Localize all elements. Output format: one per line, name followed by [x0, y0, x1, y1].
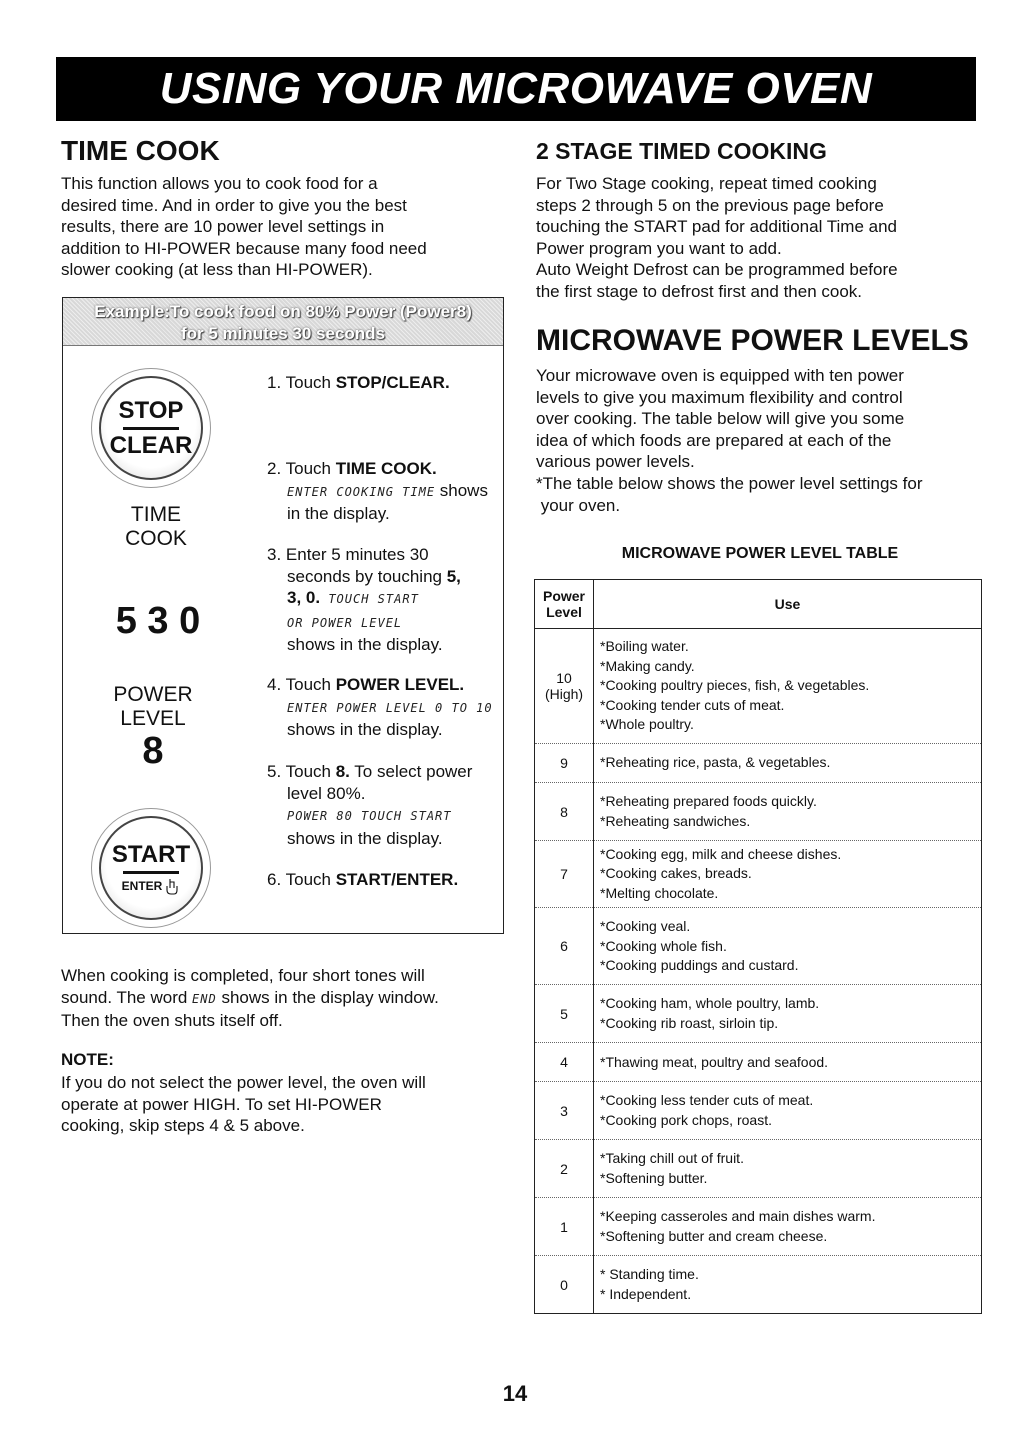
- level-value: 10: [556, 670, 572, 686]
- use-item: *Thawing meat, poultry and seafood.: [600, 1053, 829, 1070]
- power-level-key: [53, 683, 253, 731]
- example-title-line: for 5 minutes 30 seconds: [180, 324, 386, 343]
- step-key: STOP/CLEAR.: [335, 373, 450, 392]
- start-label: START: [111, 840, 191, 868]
- digit-8: 8: [142, 730, 164, 772]
- digits-530: 5 3 0: [115, 600, 201, 642]
- step-3: [267, 544, 497, 656]
- note-line: cooking, skip steps 4 & 5 above.: [61, 1116, 305, 1136]
- two-stage-line: the first stage to defrost first and then cook.: [536, 281, 863, 301]
- note-text: [61, 1072, 501, 1137]
- power-levels-line: Your microwave oven is equipped with ten power: [536, 366, 904, 385]
- use-cell: [594, 1043, 982, 1082]
- two-stage-line: touching the START pad for additional Time and: [536, 217, 898, 237]
- completion-line: Then the oven shuts itself off.: [61, 1011, 283, 1031]
- level-value: 8: [560, 803, 568, 820]
- example-title: [63, 298, 503, 346]
- power-level-cell: [535, 629, 594, 744]
- note-line: operate at power HIGH. To set HI-POWER: [61, 1094, 382, 1114]
- table-row: [535, 841, 982, 908]
- step-key: POWER LEVEL.: [335, 675, 465, 694]
- power-levels-line: your oven.: [536, 495, 621, 515]
- use-item: *Melting chocolate.: [600, 884, 719, 901]
- note-heading: NOTE:: [61, 1050, 114, 1069]
- step-5: [267, 761, 497, 849]
- power-level-cell: [535, 744, 594, 783]
- use-item: *Cooking whole fish.: [600, 937, 727, 954]
- use-item: *Reheating rice, pasta, & vegetables.: [600, 754, 831, 771]
- use-item: * Independent.: [600, 1285, 692, 1302]
- table-title: MICROWAVE POWER LEVEL TABLE: [621, 545, 899, 562]
- table-row: [535, 629, 982, 744]
- level-value: 4: [560, 1054, 568, 1071]
- table-row: [535, 744, 982, 783]
- step-text: shows: [435, 480, 488, 500]
- power-levels-line: levels to give you maximum flexibility and control: [536, 387, 903, 407]
- step-2: [267, 458, 497, 525]
- use-item: *Softening butter.: [600, 1169, 708, 1186]
- use-item: *Reheating sandwiches.: [600, 812, 751, 829]
- two-stage-heading: 2 STAGE TIMED COOKING: [536, 138, 827, 164]
- step-text: shows in the display.: [287, 635, 443, 654]
- use-item: *Boiling water.: [600, 638, 689, 655]
- use-cell: [594, 908, 982, 985]
- pad-divider: [123, 427, 179, 430]
- key-label-line: COOK: [125, 527, 187, 550]
- power-levels-line: various power levels.: [536, 452, 695, 472]
- time-cook-key: [56, 503, 256, 551]
- intro-line: results, there are 10 power level settings in: [61, 217, 385, 237]
- step-text: level 80%.: [287, 783, 366, 803]
- power-level-cell: [535, 1198, 594, 1256]
- header-line: Level: [546, 604, 582, 620]
- use-item: *Cooking poultry pieces, fish, & vegetables.: [600, 677, 870, 694]
- power-level-table: [534, 579, 982, 1314]
- page-number: 14: [502, 1381, 528, 1406]
- step-text: shows in the display.: [287, 828, 443, 848]
- table-row: [535, 1140, 982, 1198]
- table-row: [535, 1198, 982, 1256]
- step-number: 5.: [267, 762, 282, 781]
- step-text: in the display.: [287, 504, 390, 523]
- table-row: [535, 783, 982, 841]
- table-row: [535, 908, 982, 985]
- step-text: shows in the display.: [287, 720, 443, 739]
- table-row: [535, 1082, 982, 1140]
- header-line: Power: [542, 588, 585, 604]
- step-text: seconds by touching: [287, 566, 447, 586]
- display-readout: ENTER COOKING TIME: [287, 484, 436, 499]
- enter-row: [122, 877, 181, 895]
- use-item: *Cooking tender cuts of meat.: [600, 696, 785, 713]
- use-cell: [594, 783, 982, 841]
- start-enter-pad[interactable]: [99, 816, 203, 920]
- use-item: *Cooking cakes, breads.: [600, 865, 752, 882]
- display-readout: OR POWER LEVEL: [287, 615, 403, 630]
- step-key: START/ENTER.: [335, 870, 459, 889]
- power-levels-heading: MICROWAVE POWER LEVELS: [536, 324, 969, 357]
- step-text: Enter 5 minutes 30: [285, 545, 429, 564]
- step-1: [267, 372, 497, 394]
- step-text: Touch: [285, 870, 336, 889]
- level-value: 6: [560, 938, 568, 955]
- power-level-cell: [535, 1043, 594, 1082]
- power-levels-line: over cooking. The table below will give you some: [536, 409, 905, 429]
- step-number: 2.: [267, 459, 282, 478]
- use-item: *Keeping casseroles and main dishes warm.: [600, 1208, 876, 1225]
- table-row: [535, 985, 982, 1043]
- use-item: *Whole poultry.: [600, 716, 694, 733]
- display-readout: POWER 80 TOUCH START: [287, 809, 452, 823]
- power-level-cell: [535, 1082, 594, 1140]
- step-number: 6.: [267, 870, 282, 889]
- enter-label: ENTER: [121, 878, 163, 893]
- step-text: Touch: [285, 675, 336, 694]
- use-item: *Taking chill out of fruit.: [600, 1150, 744, 1167]
- use-item: *Cooking less tender cuts of meat.: [600, 1092, 814, 1109]
- step-key: 3, 0.: [287, 588, 321, 607]
- intro-line: slower cooking (at less than HI-POWER).: [61, 260, 373, 280]
- use-cell: [594, 841, 982, 908]
- step-text: Touch: [285, 373, 336, 392]
- power-level-cell: [535, 783, 594, 841]
- step-key: TIME COOK.: [335, 459, 437, 478]
- key-label-line: TIME: [130, 503, 182, 526]
- use-item: *Cooking veal.: [600, 918, 691, 935]
- step-6: [267, 869, 497, 891]
- level-value: 2: [560, 1160, 568, 1177]
- stop-clear-pad[interactable]: [99, 376, 203, 480]
- col-level-header: [535, 580, 594, 629]
- power-level-cell: [535, 985, 594, 1043]
- page-banner: USING YOUR MICROWAVE OVEN: [56, 57, 976, 121]
- use-item: *Cooking puddings and custard.: [600, 956, 799, 973]
- step-4: [267, 674, 497, 741]
- completion-line: sound. The word: [61, 987, 193, 1007]
- use-cell: [594, 744, 982, 783]
- table-row: [535, 1256, 982, 1314]
- clear-label: CLEAR: [109, 431, 193, 459]
- use-item: *Cooking egg, milk and cheese dishes.: [600, 846, 842, 862]
- table-body: [535, 629, 982, 1314]
- table-row: [535, 1043, 982, 1082]
- two-stage-text: [536, 173, 986, 303]
- use-item: *Making candy.: [600, 657, 695, 674]
- power-levels-line: idea of which foods are prepared at each of the: [536, 430, 892, 450]
- step-text: Touch: [285, 459, 336, 478]
- step-number: 1.: [267, 373, 282, 392]
- use-item: *Cooking ham, whole poultry, lamb.: [600, 995, 820, 1012]
- power-level-cell: [535, 908, 594, 985]
- use-cell: [594, 1082, 982, 1140]
- level-value: (High): [544, 686, 584, 702]
- time-cook-intro: [61, 173, 501, 281]
- use-item: * Standing time.: [600, 1266, 699, 1283]
- step-text: Touch: [285, 762, 336, 781]
- level-value: 3: [560, 1102, 568, 1119]
- example-box: [62, 297, 504, 934]
- use-cell: [594, 985, 982, 1043]
- use-item: *Reheating prepared foods quickly.: [600, 793, 817, 810]
- time-cook-heading: TIME COOK: [61, 135, 220, 166]
- table-header-row: [535, 580, 982, 629]
- two-stage-line: Power program you want to add.: [536, 238, 782, 258]
- use-item: *Cooking rib roast, sirloin tip.: [600, 1014, 779, 1031]
- step-number: 4.: [267, 675, 282, 694]
- completion-line: shows in the display window.: [216, 987, 439, 1007]
- display-readout: ENTER POWER LEVEL 0 TO 10: [287, 700, 493, 715]
- step-text: To select power: [349, 762, 473, 781]
- hand-icon: [164, 877, 180, 895]
- col-use-header: Use: [594, 580, 982, 629]
- key-label-line: LEVEL: [120, 707, 186, 730]
- use-cell: [594, 1140, 982, 1198]
- power-level-cell: [535, 841, 594, 908]
- intro-line: desired time. And in order to give you the best: [61, 195, 407, 215]
- use-cell: [594, 1198, 982, 1256]
- two-stage-line: steps 2 through 5 on the previous page before: [536, 195, 884, 215]
- step-key: 8.: [335, 762, 350, 781]
- step-number: 3.: [267, 545, 282, 564]
- note-line: If you do not select the power level, the oven will: [61, 1073, 426, 1092]
- completion-text: [61, 965, 501, 1032]
- display-readout: TOUCH START: [320, 592, 419, 606]
- completion-line: When cooking is completed, four short tones will: [61, 966, 425, 985]
- pad-divider: [123, 871, 179, 874]
- level-value: 1: [560, 1218, 568, 1235]
- level-value: 0: [560, 1276, 568, 1293]
- power-levels-line: *The table below shows the power level settings for: [536, 473, 923, 493]
- level-value: 7: [560, 866, 568, 883]
- key-label-line: POWER: [113, 683, 193, 706]
- two-stage-line: Auto Weight Defrost can be programmed before: [536, 260, 898, 280]
- two-stage-line: For Two Stage cooking, repeat timed cooking: [536, 174, 877, 193]
- example-title-line: Example:To cook food on 80% Power (Power8): [94, 302, 472, 321]
- level-value: 5: [560, 1005, 568, 1022]
- level-value: 9: [560, 755, 568, 771]
- power-level-cell: [535, 1140, 594, 1198]
- use-item: *Softening butter and cream cheese.: [600, 1227, 828, 1244]
- intro-line: addition to HI-POWER because many food need: [61, 238, 427, 258]
- power-level-cell: [535, 1256, 594, 1314]
- use-item: *Cooking pork chops, roast.: [600, 1111, 772, 1128]
- power-levels-text: [536, 365, 986, 516]
- display-readout: END: [192, 991, 217, 1006]
- use-cell: [594, 629, 982, 744]
- stop-label: STOP: [118, 396, 184, 424]
- step-key: 5,: [446, 566, 461, 586]
- intro-line: This function allows you to cook food for a: [61, 174, 378, 193]
- use-cell: [594, 1256, 982, 1314]
